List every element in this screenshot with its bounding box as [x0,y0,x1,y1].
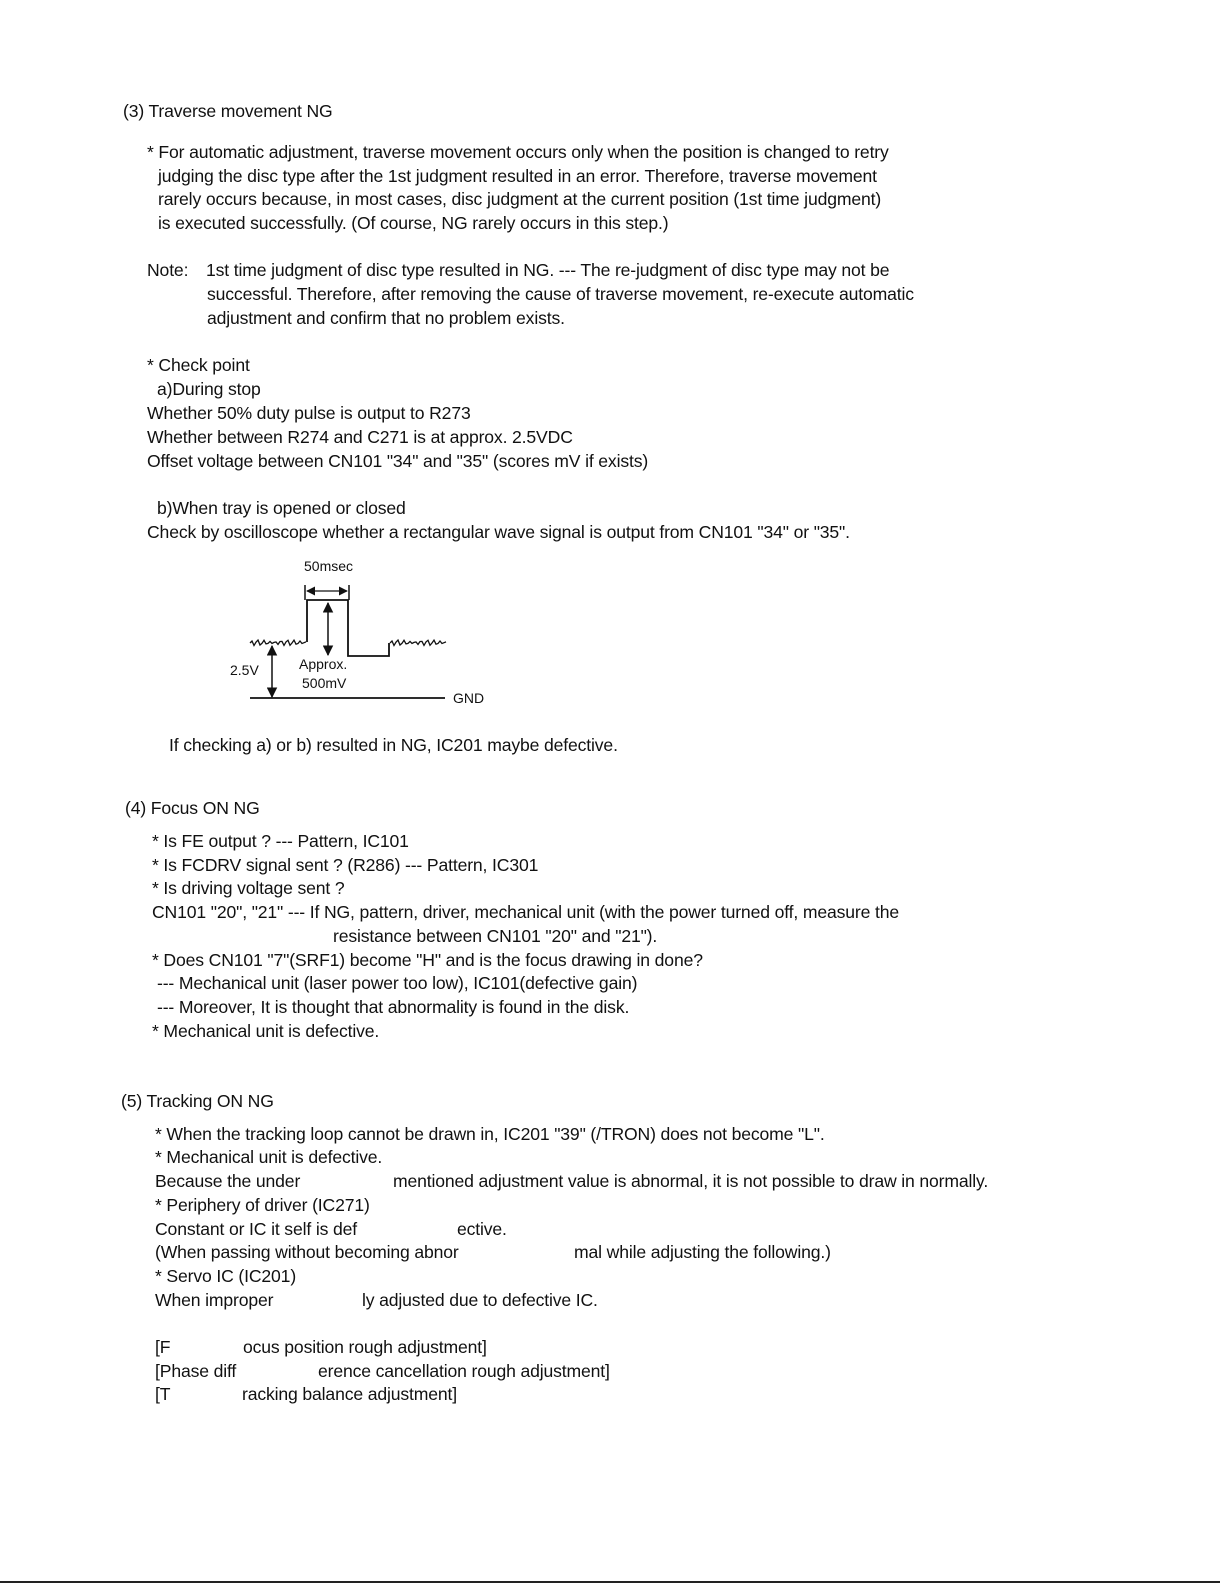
section-5-line: * Periphery of driver (IC271) [155,1195,370,1215]
section-5-line: mentioned adjustment value is abnormal, it is not possible to draw in normally. [393,1171,989,1191]
section-5-line: (When passing without becoming abnor [155,1242,459,1262]
section-5-line: Constant or IC it self is def [155,1219,357,1239]
check-a-line: Offset voltage between CN101 "34" and "35" (scores mV if exists) [147,451,649,471]
dc-level-label: 2.5V [230,662,259,678]
section-4-line: * Does CN101 "7"(SRF1) become "H" and is the focus drawing in done? [152,950,703,970]
note-label: Note: [147,260,189,280]
check-b-line: Check by oscilloscope whether a rectangular wave signal is output from CN101 "34" or "35". [147,522,850,542]
section-3-paragraph-line: rarely occurs because, in most cases, disc judgment at the current position (1st time judgment) [158,189,882,209]
check-point-heading: * Check point [147,355,250,375]
amplitude-label-line2: 500mV [302,675,347,691]
note-line: adjustment and confirm that no problem exists. [207,308,565,328]
section-5-heading: (5) Tracking ON NG [121,1091,274,1111]
section-5-line: ective. [457,1219,507,1239]
section-5-line: When improper [155,1290,274,1310]
check-a-title: a)During stop [157,379,261,399]
noise-baseline-right [390,640,446,645]
section-4-line: * Mechanical unit is defective. [152,1021,380,1041]
check-a-line: Whether 50% duty pulse is output to R273 [147,403,471,423]
section-5-line: Because the under [155,1171,301,1191]
section-4-line: * Is FCDRV signal sent ? (R286) --- Pattern, IC301 [152,855,539,875]
section-5-line: * When the tracking loop cannot be drawn in, IC201 "39" (/TRON) does not become "L". [155,1124,825,1144]
section-3-paragraph-line: is executed successfully. (Of course, NG rarely occurs in this step.) [158,213,669,233]
section-4-line: * Is FE output ? --- Pattern, IC101 [152,831,409,851]
adjustment-item: [F [155,1337,171,1357]
section-5-line: * Mechanical unit is defective. [155,1147,383,1167]
section-5-line: mal while adjusting the following.) [574,1242,831,1262]
note-line: 1st time judgment of disc type resulted in NG. --- The re-judgment of disc type may not be [206,260,890,280]
check-a-line: Whether between R274 and C271 is at approx. 2.5VDC [147,427,573,447]
adjustment-item: racking balance adjustment] [242,1384,458,1404]
check-b-title: b)When tray is opened or closed [157,498,406,518]
section-4-line: CN101 "20", "21" --- If NG, pattern, driver, mechanical unit (with the power turned off, measure the [152,902,899,922]
section-5-line: * Servo IC (IC201) [155,1266,297,1286]
section-4-line: resistance between CN101 "20" and "21"). [333,926,658,946]
adjustment-item: [Phase diff [155,1361,237,1381]
noise-baseline-left [250,640,306,645]
section-3-paragraph-line: * For automatic adjustment, traverse movement occurs only when the position is changed to retry [147,142,889,162]
section-4-line: --- Moreover, It is thought that abnormality is found in the disk. [157,997,630,1017]
section-3-heading: (3) Traverse movement NG [123,101,333,121]
note-line: successful. Therefore, after removing the cause of traverse movement, re-execute automatic [207,284,914,304]
pulse-width-label: 50msec [304,558,354,574]
adjustment-item: erence cancellation rough adjustment] [318,1361,610,1381]
section-4-line: --- Mechanical unit (laser power too low), IC101(defective gain) [157,973,638,993]
rectangular-pulse [307,600,389,656]
section-4-line: * Is driving voltage sent ? [152,878,345,898]
section-3-conclusion: If checking a) or b) resulted in NG, IC201 maybe defective. [169,735,618,755]
section-4-heading: (4) Focus ON NG [125,798,260,818]
adjustment-item: ocus position rough adjustment] [243,1337,487,1357]
ground-label: GND [453,690,485,706]
amplitude-label-line1: Approx. [299,656,348,672]
section-3-paragraph-line: judging the disc type after the 1st judgment resulted in an error. Therefore, traverse movement [158,166,877,186]
adjustment-item: [T [155,1384,171,1404]
section-5-line: ly adjusted due to defective IC. [362,1290,598,1310]
